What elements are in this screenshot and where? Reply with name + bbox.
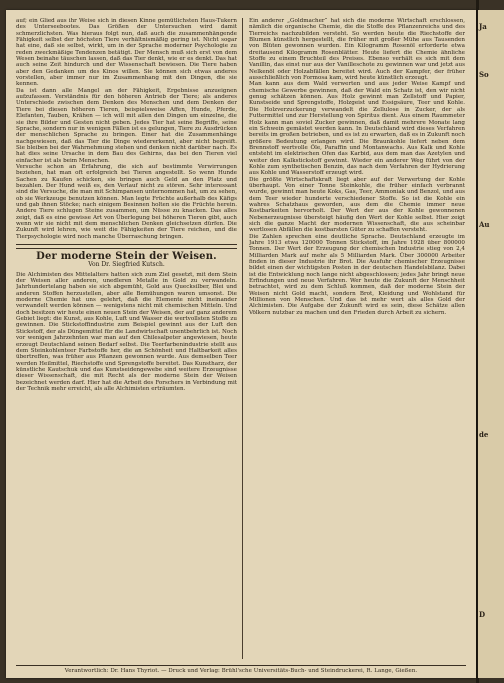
edge-fragment: So [479,70,489,79]
section-rule [16,244,237,245]
lower-paragraph: Versuche schon an Erfahrung, die sich auf bestimmte Verwirrungen beziehen, hat man oft erfolgreich bei Tieren angestellt. So wenn Hunde Sachen zu Kaufen schicken, sie bringen auch Geld an den Platz und bezahlen. Der Hund weiß es, den Verlauf nicht zu stören. Sehr interessant sind die Versuche, die man mit Schimpansen unternommen hat, um zu sehen, ob sie Werkzeuge benutzen können. Man legte Früchte außerhalb des Käfigs und gab ihnen Stöcke; nach einigem Besinnen holten sie die Früchte herein. Andere Tiere schlugen Steine zusammen, um Nüsse zu knacken. Das alles zeigt, daß es eine gewisse Art von Überlegung bei höheren Tieren gibt, auch wenn wir sie nicht mit dem menschlichen Denken gleichsetzen dürfen. Die Zukunft wird lehren, wie weit die Fähigkeiten der Tiere reichen, und die Tierpsychologie wird noch manche Überraschung bringen. [16,163,237,240]
article-headline: Der moderne Stein der Weisen. [36,251,217,263]
left-column [16,18,237,665]
edge-fragment: Ja [479,22,487,31]
right-paragraph-4: Die Zahlen sprechen eine deutliche Sprache. Deutschland erzeugte im Jahre 1913 etwa 120000 Tonnen Stickstoff, im Jahre 1928 über 800000 Tonnen. Der Wert der Erzeugung der chemischen Industrie stieg von 2,4 Milliarden Mark auf mehr als 5 Milliarden Mark. Über 300000 Arbeiter finden in dieser Industrie ihr Brot. Die Ausfuhr chemischer Erzeugnisse bildet einen der wichtigsten Posten in der deutschen Handelsbilanz. Dabei ist die Entwicklung noch lange nicht abgeschlossen; jedes Jahr bringt neue Erfindungen und neue Verfahren. Wer heute die Zukunft der Menschheit betrachtet, wird zu dem Schluß kommen, daß der moderne Stein der Weisen nicht Gold macht, sondern Brot, Kleidung und Wohlstand für Millionen von Menschen. Und das ist mehr wert als alles Gold der Alchimisten. Die Aufgabe der Zukunft wird es sein, diese Schätze allen Völkern nutzbar zu machen und den Frieden durch Arbeit zu sichern. [249,233,465,316]
right-paragraph-1: Ein anderer „Goldmacher“ hat sich die moderne Wirtschaft erschlossen, nämlich die organische Chemie, die die Stoffe des Pflanzenreichs und des Tierreichs nachzubilden versteht. So werden heute die Riechstoffe der Blumen künstlich hergestellt, die früher mit großer Mühe aus Tausenden von Blüten gewonnen wurden. Ein Kilogramm Rosenöl erforderte etwa dreitausend Kilogramm Rosenblätter. Heute liefert die Chemie ähnliche Stoffe zu einem Bruchteil des Preises. Ebenso verhält es sich mit dem Vanillin, das einst nur aus der Vanilleschote zu gewinnen war und jetzt aus Nelkenöl oder Holzabfällen bereitet wird. Auch der Kampfer, der früher ausschließlich von Formosa kam, wird heute künstlich erzeugt. [249,18,465,82]
intro-paragraph: auf; ein Glied aus ihr Weise sich in diesen Kinne gemütlichsten Haus-Tukern des Unterseebootes. Das Größen der Untersuchen wird damit schmerzlichsten. Was hieraus folgt nun, daß auch die zusammenhängende Fähigkeit selbst der höchsten Tiere verhältnismäßig gering ist. Nicht sogar hat eine, daß sie selbst, wirkt, um in der Sprache moderner Psychologie zu reden zweckmäßige Tendenzen betätigt. Der Mensch muß sich erst von dem Wesen beinahe täuschen lassen, daß das Tier denkt, wie er es denkt. Das hat auch seine Zeit hindurch und der Wissenschaft bewiesen. Die Tiere haben aber den Gedanken um des Kinos willen. Sie können sich etwas anderes vorstellen, aber immer nur im Zusammenhang mit den Dingen, die sie kennen. [16,18,237,88]
edge-fragment: de [479,430,489,439]
page-footer-imprint: Verantwortlich: Dr. Hans Thyriot. — Druck und Verlag: Brühl'sche Universitäts-Buch- und Steindruckerei, R. Lange, Gießen. [16,665,466,674]
edge-fragment: D [479,610,486,619]
right-column [249,18,465,665]
section-rule-double [16,248,237,249]
column-divider [242,18,243,659]
article-paragraph: Die Alchimisten des Mittelalters hatten sich zum Ziel gesetzt, mit dem Stein der Weisen aller anderen, unedleren Metalle in Gold zu verwandeln. Jahrhundertelang haben sie sich abgemüht, Gold aus Quecksilber, Blei und anderen Stoffen herzustellen, aber alle Bemühungen waren umsonst. Die moderne Chemie hat uns gelehrt, daß die Elemente nicht ineinander verwandelt werden können — wenigstens nicht mit chemischen Mitteln. Und doch besitzen wir heute einen neuen Stein der Weisen, der auf ganz anderem Gebiet liegt: die Kunst, aus Kohle, Luft und Wasser die wertvollsten Stoffe zu gewinnen. Die Stickstoffindustrie zum Beispiel gewinnt aus der Luft den Stickstoff, der als Düngemittel für die Landwirtschaft unentbehrlich ist. Noch vor wenigen Jahrzehnten war man auf den Chilesalpeter angewiesen, heute erzeugt Deutschland seinen Bedarf selbst. Die Teerfarbenindustrie stellt aus dem Steinkohlenteer Farbstoffe her, die an Schönheit und Haltbarkeit alles übertreffen, was früher aus Pflanzen gewonnen wurde. Aus demselben Teer werden Heilmittel, Riechstoffe und Sprengstoffe bereitet. Das Kunstharz, der künstliche Kautschuk und das Kunstseidengewebe sind weitere Erzeugnisse dieser Wissenschaft, die mit Recht als der moderne Stein der Weisen bezeichnet werden darf. Hier hat die Arbeit des Forschers in Verbindung mit der Technik mehr erreicht, als alle Alchimisten erträumten. [16,271,237,392]
right-paragraph-2: Man kann aus dem Wald verwerten und aus jeder Weise Kampf und chemische Gewerbe gewinnen, daß der Wald ein Schatz ist, den wir nicht genug schätzen können. Aus Holz gewinnt man Zellstoff und Papier, Kunstseide und Sprengstoffe, Holzgeist und Essigsäure, Teer und Kohle. Die Holzverzuckerung verwandelt die Zellulose in Zucker, der als Futtermittel und zur Herstellung von Spiritus dient. Aus einem Raummeter Holz kann man soviel Zucker gewinnen, daß damit mehrere Monate lang ein Schwein gemästet werden kann. In Deutschland wird dieses Verfahren bereits im großen betrieben, und es ist zu erwarten, daß es in Zukunft noch größere Bedeutung erlangen wird. Die Braunkohle liefert neben dem Brennstoff wertvolle Öle, Paraffin und Montanwachs. Aus Kalk und Kohle entsteht im elektrischen Ofen das Karbid, aus dem man das Azetylen und weiter den Kalkstickstoff gewinnt. Wieder ein anderer Weg führt von der Kohle zum synthetischen Benzin, das nach dem Verfahren der Hydrierung aus Kohle und Wasserstoff erzeugt wird. [249,81,465,177]
middle-paragraph: Da ist dann alle Mangel an der Fähigkeit, Ergebnisse anzueignen aufzufassen. Verständnis für den höheren Antrieb der Tiere; als anderes Unterschiede zwischen dem Denken des Menschen und dem Denken der Tiere bei diesen höheren Tieren, beispielsweise Affen, Hunde, Pferde, Elefanten, Tauben, Krähen — ich will mit allen den Dingen um einzelne, die sie ihre Bilder und Gesten nicht geben. Jedes Tier hat seine Begriffe, seine Sprache, sondern nur in wenigen Fällen ist es gelungen, Tiere zu Ausdrücken der menschlichen Sprache zu bringen. Einer hat die Zusammenhänge nachgewiesen, daß das Tier die Dinge wiedererkennt, aber nicht begreift. Sie bleiben bei der Wahrnehmung stehen und denken nicht darüber nach. Es hat dies seine Ursache in dem Bau des Gehirns, das bei den Tieren viel einfacher ist als beim Menschen. [16,87,237,164]
edge-fragment: Au [479,220,490,229]
article-byline: Von Dr. Siegfried Kutsch. [88,261,165,269]
right-paragraph-3: Die größte Wirtschaftskraft liegt aber auf der Verwertung der Kohle überhaupt. Von einer Tonne Steinkohle, die früher einfach verbrannt wurde, gewinnt man heute Koks, Gas, Teer, Ammoniak und Benzol, und aus dem Teer wieder hunderte verschiedener Stoffe. So ist die Kohle ein wahres Schatzhaus geworden, aus dem die Chemie immer neue Kostbarkeiten hervorholt. Der Wert der aus der Kohle gewonnenen Nebenerzeugnisse übersteigt häufig den Wert der Kohle selbst. Hier zeigt sich die ganze Macht der modernen Wissenschaft, die aus scheinbar wertlosen Abfällen die kostbarsten Güter zu schaffen versteht. [249,176,465,234]
newspaper-page [6,10,476,678]
adjacent-page-edge [478,10,504,678]
